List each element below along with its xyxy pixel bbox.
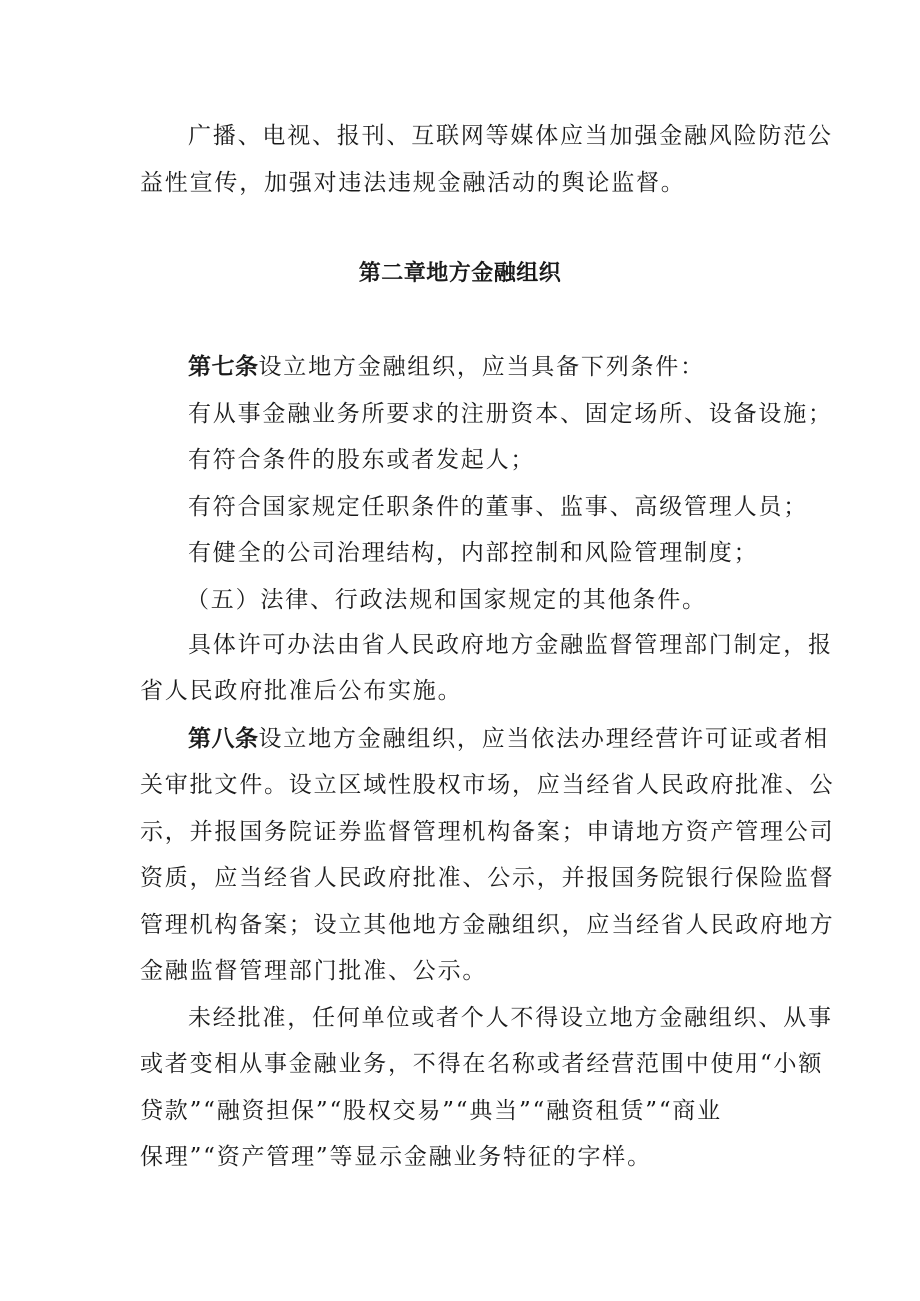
article-7-label: 第七条 [188,354,259,380]
paragraph-permit-line-1: 具体许可办法由省人民政府地方金融监督管理部门制定，报 [188,632,833,658]
condition-item-2: 有符合条件的股东或者发起人； [188,447,536,473]
paragraph-unauthorized-line-3: 贷款”“融资担保”“股权交易”“典当”“融资租赁”“商业 [140,1098,722,1124]
condition-item-3: 有符合国家规定任职条件的董事、监事、高级管理人员； [188,494,808,520]
paragraph-unauthorized-line-2: 或者变相从事金融业务，不得在名称或者经营范围中使用“小额 [140,1051,824,1077]
article-7-intro [0,352,920,382]
paragraph-media-line-2: 益性宣传，加强对违法违规金融活动的舆论监督。 [140,170,686,196]
article-8-line-3: 示，并报国务院证券监督管理机构备案；申请地方资产管理公司 [140,819,835,845]
paragraph-permit-line-2: 省人民政府批准后公布实施。 [140,678,463,704]
condition-item-4: 有健全的公司治理结构，内部控制和风险管理制度； [188,540,759,566]
article-7-text: 设立地方金融组织，应当具备下列条件： [258,354,705,380]
condition-item-1: 有从事金融业务所要求的注册资本、固定场所、设备设施； [188,401,833,427]
paragraph-unauthorized-line-4: 保理”“资产管理”等显示金融业务特征的字样。 [140,1144,652,1170]
article-8-line-2: 关审批文件。设立区域性股权市场，应当经省人民政府批准、公 [140,772,835,798]
article-8-line-5: 管理机构备案；设立其他地方金融组织，应当经省人民政府地方 [140,912,835,938]
chapter-title: 第二章地方金融组织 [358,261,562,286]
condition-item-5: （五）法律、行政法规和国家规定的其他条件。 [186,587,707,613]
article-8-label: 第八条 [188,726,259,752]
article-8-line-4: 资质，应当经省人民政府批准、公示，并报国务院银行保险监督 [140,865,835,891]
article-8-line-6: 金融监督管理部门批准、公示。 [140,958,488,984]
article-8-line-1 [0,724,920,754]
paragraph-unauthorized-line-1: 未经批准，任何单位或者个人不得设立地方金融组织、从事 [188,1005,833,1031]
paragraph-media-line-1: 广播、电视、报刊、互联网等媒体应当加强金融风险防范公 [188,123,833,149]
article-8-text: 设立地方金融组织，应当依法办理经营许可证或者相 [258,726,829,752]
